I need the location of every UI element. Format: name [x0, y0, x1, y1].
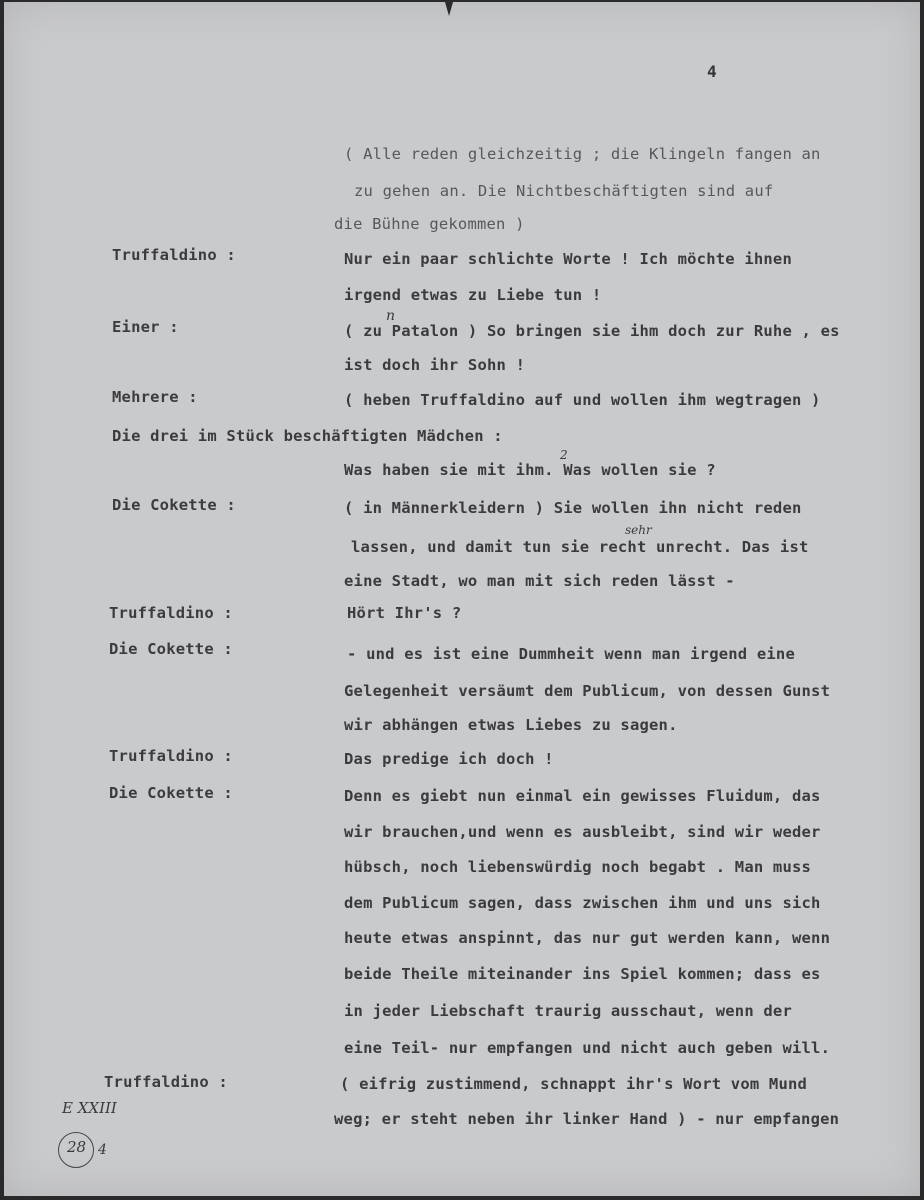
text-line: in jeder Liebschaft traurig ausschaut, wenn der — [344, 1002, 792, 1020]
speaker-label: Einer : — [112, 318, 179, 336]
circled-number: 28 — [67, 1138, 87, 1156]
text-line: wir abhängen etwas Liebes zu sagen. — [344, 716, 678, 734]
text-line: ( in Männerkleidern ) Sie wollen ihn nicht reden — [344, 499, 802, 517]
page-number: 4 — [707, 62, 717, 81]
small-page-number: 4 — [98, 1142, 107, 1158]
text-line: Was haben sie mit ihm. Was wollen sie ? — [344, 461, 716, 479]
speaker-label: Die Cokette : — [109, 784, 233, 802]
document-page — [4, 2, 920, 1196]
text-line: hübsch, noch liebenswürdig noch begabt . Man muss — [344, 858, 812, 876]
text-line: Nur ein paar schlichte Worte ! Ich möchte ihnen — [344, 250, 792, 268]
speaker-label: Mehrere : — [112, 388, 198, 406]
text-line: Denn es giebt nun einmal ein gewisses Fluidum, das — [344, 787, 821, 805]
text-line: heute etwas anspinnt, das nur gut werden kann, wenn — [344, 929, 831, 947]
speaker-label: Die Cokette : — [112, 496, 236, 514]
text-line: weg; er steht neben ihr linker Hand ) - nur empfangen — [334, 1110, 840, 1128]
text-line: zu gehen an. Die Nichtbeschäftigten sind auf — [354, 182, 774, 200]
text-line: Gelegenheit versäumt dem Publicum, von dessen Gunst — [344, 682, 831, 700]
text-line: lassen, und damit tun sie recht unrecht. Das ist — [351, 538, 809, 556]
text-line: eine Stadt, wo man mit sich reden lässt - — [344, 572, 735, 590]
speaker-label: Truffaldino : — [112, 246, 236, 264]
text-line: eine Teil- nur empfangen und nicht auch geben will. — [344, 1039, 831, 1057]
handwritten-insert-sehr: sehr — [625, 523, 652, 537]
text-line: irgend etwas zu Liebe tun ! — [344, 286, 602, 304]
text-line: - und es ist eine Dummheit wenn man irgend eine — [347, 645, 795, 663]
text-line: beide Theile miteinander ins Spiel kommen; dass es — [344, 965, 821, 983]
text-line: wir brauchen,und wenn es ausbleibt, sind wir weder — [344, 823, 821, 841]
text-line: Das predige ich doch ! — [344, 750, 554, 768]
speaker-label: Truffaldino : — [104, 1073, 228, 1091]
text-line: ( zu Patalon ) So bringen sie ihm doch zur Ruhe , es — [344, 322, 840, 340]
speaker-label: Truffaldino : — [109, 747, 233, 765]
text-line: ( heben Truffaldino auf und wollen ihm wegtragen ) — [344, 391, 821, 409]
text-line: Die drei im Stück beschäftigten Mädchen : — [112, 427, 503, 445]
text-line: ( eifrig zustimmend, schnappt ihr's Wort vom Mund — [340, 1075, 808, 1093]
text-line: ist doch ihr Sohn ! — [344, 356, 526, 374]
text-line: die Bühne gekommen ) — [334, 215, 525, 233]
paper-notch — [445, 2, 453, 16]
text-line: dem Publicum sagen, dass zwischen ihm und uns sich — [344, 894, 821, 912]
handwritten-insert-2: 2 — [560, 448, 568, 462]
handwritten-insert-n: n — [386, 308, 396, 324]
text-line: Hört Ihr's ? — [347, 604, 462, 622]
speaker-label: Truffaldino : — [109, 604, 233, 622]
archive-mark: E XXIII — [62, 1099, 117, 1117]
speaker-label: Die Cokette : — [109, 640, 233, 658]
text-line: ( Alle reden gleichzeitig ; die Klingeln fangen an — [344, 145, 821, 163]
